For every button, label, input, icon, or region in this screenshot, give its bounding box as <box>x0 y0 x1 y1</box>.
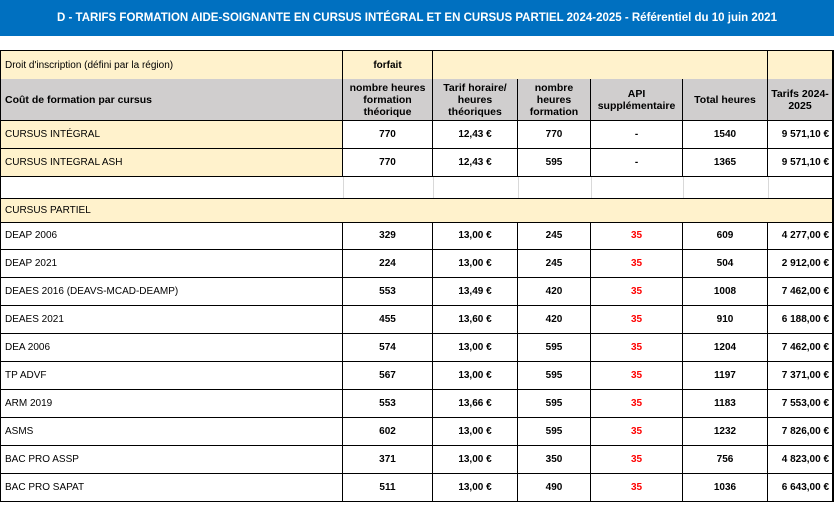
row-hourly-rate[interactable]: 13,00 € <box>433 418 518 446</box>
row-total-hours[interactable]: 1183 <box>683 390 768 418</box>
row-hourly-rate[interactable]: 13,00 € <box>433 446 518 474</box>
table-row <box>0 390 834 418</box>
row-api[interactable]: 35 <box>591 446 683 474</box>
row-course-name[interactable]: DEAP 2006 <box>0 222 343 250</box>
row-course-name[interactable]: TP ADVF <box>0 362 343 390</box>
row-total-hours[interactable]: 1197 <box>683 362 768 390</box>
row-api[interactable]: 35 <box>591 418 683 446</box>
table-row <box>0 149 834 177</box>
row-total-hours[interactable]: 1232 <box>683 418 768 446</box>
row-hourly-rate[interactable]: 13,66 € <box>433 390 518 418</box>
header-total-hours[interactable]: Total heures <box>683 79 768 121</box>
row-tarif[interactable]: 6 643,00 € <box>768 474 834 502</box>
row-api[interactable]: 35 <box>591 390 683 418</box>
row-training-hours[interactable]: 595 <box>518 390 591 418</box>
header-row <box>0 79 834 121</box>
row-training-hours[interactable]: 420 <box>518 306 591 334</box>
row-hourly-rate[interactable]: 12,43 € <box>433 149 518 177</box>
row-theory-hours[interactable]: 224 <box>343 250 433 278</box>
row-training-hours[interactable]: 595 <box>518 149 591 177</box>
row-hourly-rate[interactable]: 13,00 € <box>433 250 518 278</box>
row-tarif[interactable]: 9 571,10 € <box>768 121 834 149</box>
row-api[interactable]: - <box>591 121 683 149</box>
row-theory-hours[interactable]: 770 <box>343 149 433 177</box>
row-api[interactable]: 35 <box>591 362 683 390</box>
row-hourly-rate[interactable]: 13,49 € <box>433 278 518 306</box>
sheet-title: D - TARIFS FORMATION AIDE-SOIGNANTE EN CURSUS INTÉGRAL ET EN CURSUS PARTIEL 2024-2025 - Référentiel du 10 juin 2021 <box>0 0 834 36</box>
row-theory-hours[interactable]: 553 <box>343 278 433 306</box>
row-training-hours[interactable]: 245 <box>518 250 591 278</box>
header-theory-hours[interactable]: nombre heures formation théorique <box>343 79 433 121</box>
header-course-cost[interactable]: Coût de formation par cursus <box>0 79 343 121</box>
row-total-hours[interactable]: 1365 <box>683 149 768 177</box>
table-row <box>0 222 834 250</box>
header-hourly-rate[interactable]: Tarif horaire/ heures théoriques <box>433 79 518 121</box>
row-tarif[interactable]: 7 553,00 € <box>768 390 834 418</box>
row-theory-hours[interactable]: 574 <box>343 334 433 362</box>
row-training-hours[interactable]: 595 <box>518 418 591 446</box>
row-total-hours[interactable]: 1008 <box>683 278 768 306</box>
partial-section-label[interactable]: CURSUS PARTIEL <box>0 199 834 223</box>
partial-section-row <box>0 198 834 223</box>
row-hourly-rate[interactable]: 13,00 € <box>433 474 518 502</box>
row-hourly-rate[interactable]: 12,43 € <box>433 121 518 149</box>
tariff-table <box>0 36 834 505</box>
row-total-hours[interactable]: 1036 <box>683 474 768 502</box>
row-theory-hours[interactable]: 567 <box>343 362 433 390</box>
row-theory-hours[interactable]: 511 <box>343 474 433 502</box>
separator-row <box>0 177 834 198</box>
header-training-hours[interactable]: nombre heures formation <box>518 79 591 121</box>
row-hourly-rate[interactable]: 13,00 € <box>433 362 518 390</box>
row-tarif[interactable]: 4 277,00 € <box>768 222 834 250</box>
row-course-name[interactable]: DEA 2006 <box>0 334 343 362</box>
row-training-hours[interactable]: 490 <box>518 474 591 502</box>
row-hourly-rate[interactable]: 13,00 € <box>433 334 518 362</box>
table-row <box>0 446 834 474</box>
registration-row <box>0 50 834 80</box>
row-theory-hours[interactable]: 602 <box>343 418 433 446</box>
registration-label[interactable]: Droit d'inscription (défini par la région) <box>0 51 343 80</box>
row-course-name[interactable]: DEAES 2016 (DEAVS-MCAD-DEAMP) <box>0 278 343 306</box>
row-hourly-rate[interactable]: 13,00 € <box>433 222 518 250</box>
row-tarif[interactable]: 9 571,10 € <box>768 149 834 177</box>
row-course-name[interactable]: ARM 2019 <box>0 390 343 418</box>
header-api[interactable]: API supplémentaire <box>591 79 683 121</box>
row-course-name[interactable]: BAC PRO ASSP <box>0 446 343 474</box>
row-api[interactable]: 35 <box>591 474 683 502</box>
row-tarif[interactable]: 7 371,00 € <box>768 362 834 390</box>
row-total-hours[interactable]: 910 <box>683 306 768 334</box>
spacer-row <box>0 36 834 50</box>
row-tarif[interactable]: 7 462,00 € <box>768 278 834 306</box>
row-total-hours[interactable]: 1204 <box>683 334 768 362</box>
table-row <box>0 278 834 306</box>
row-theory-hours[interactable]: 770 <box>343 121 433 149</box>
table-row <box>0 306 834 334</box>
row-tarif[interactable]: 7 462,00 € <box>768 334 834 362</box>
row-training-hours[interactable]: 595 <box>518 362 591 390</box>
row-api[interactable]: 35 <box>591 306 683 334</box>
row-tarif[interactable]: 6 188,00 € <box>768 306 834 334</box>
header-tarifs[interactable]: Tarifs 2024-2025 <box>768 79 834 121</box>
row-training-hours[interactable]: 595 <box>518 334 591 362</box>
row-api[interactable]: 35 <box>591 334 683 362</box>
row-total-hours[interactable]: 609 <box>683 222 768 250</box>
row-course-name[interactable]: DEAP 2021 <box>0 250 343 278</box>
registration-value[interactable]: forfait <box>343 51 433 80</box>
row-theory-hours[interactable]: 455 <box>343 306 433 334</box>
row-training-hours[interactable]: 245 <box>518 222 591 250</box>
table-row <box>0 334 834 362</box>
table-row <box>0 121 834 149</box>
row-theory-hours[interactable]: 553 <box>343 390 433 418</box>
row-tarif[interactable]: 2 912,00 € <box>768 250 834 278</box>
row-course-name[interactable]: ASMS <box>0 418 343 446</box>
row-theory-hours[interactable]: 371 <box>343 446 433 474</box>
row-course-name[interactable]: CURSUS INTEGRAL ASH <box>0 149 343 177</box>
row-api[interactable]: 35 <box>591 278 683 306</box>
row-tarif[interactable]: 4 823,00 € <box>768 446 834 474</box>
row-training-hours[interactable]: 420 <box>518 278 591 306</box>
row-training-hours[interactable]: 350 <box>518 446 591 474</box>
row-hourly-rate[interactable]: 13,60 € <box>433 306 518 334</box>
row-total-hours[interactable]: 504 <box>683 250 768 278</box>
row-course-name[interactable]: CURSUS INTÉGRAL <box>0 121 343 149</box>
table-row <box>0 362 834 390</box>
table-row <box>0 250 834 278</box>
row-training-hours[interactable]: 770 <box>518 121 591 149</box>
row-api[interactable]: 35 <box>591 222 683 250</box>
row-course-name[interactable]: DEAES 2021 <box>0 306 343 334</box>
table-row <box>0 474 834 502</box>
row-api[interactable]: 35 <box>591 250 683 278</box>
row-tarif[interactable]: 7 826,00 € <box>768 418 834 446</box>
row-total-hours[interactable]: 1540 <box>683 121 768 149</box>
table-row <box>0 418 834 446</box>
row-course-name[interactable]: BAC PRO SAPAT <box>0 474 343 502</box>
row-theory-hours[interactable]: 329 <box>343 222 433 250</box>
row-total-hours[interactable]: 756 <box>683 446 768 474</box>
row-api[interactable]: - <box>591 149 683 177</box>
